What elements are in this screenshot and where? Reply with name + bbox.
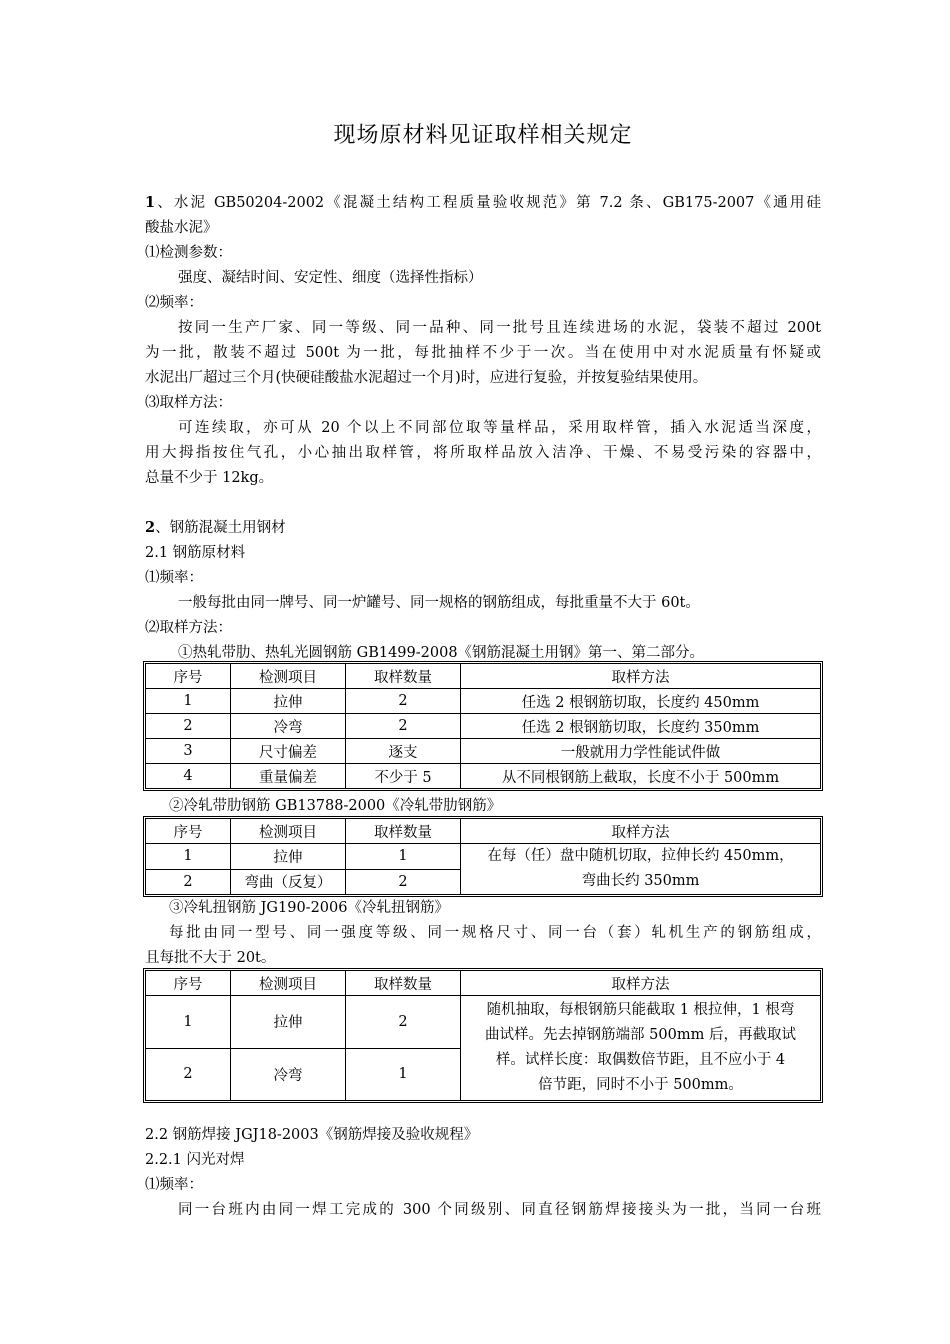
header-cell: 序号 xyxy=(146,971,231,996)
table-cold-ribbed xyxy=(145,818,821,895)
table-cell-method xyxy=(461,844,821,895)
label-sampling: ⑶取样方法： xyxy=(145,395,232,411)
label-frequency: ⑵频率： xyxy=(145,295,203,311)
header-cell: 序号 xyxy=(146,664,231,689)
header-cell: 检测项目 xyxy=(231,664,346,689)
table-row xyxy=(146,844,821,870)
table-cell: 弯曲（反复） xyxy=(231,869,346,895)
section-2-heading xyxy=(145,518,286,542)
frequency-text-2: 为一批，散装不超过 500t 为一批，每批抽样不少于一次。当在使用中对水泥质量有怀疑或 xyxy=(145,345,821,361)
subsection-2-1: 2.1 钢筋原材料 xyxy=(145,545,246,561)
label-frequency-3: ⑴频率： xyxy=(145,1177,203,1193)
table-cell: 2 xyxy=(346,869,461,895)
subsection-2-2-1: 2.2.1 闪光对焊 xyxy=(145,1152,245,1168)
table-row xyxy=(146,739,821,764)
header-cell: 序号 xyxy=(146,819,231,844)
table-cell: 拉伸 xyxy=(231,689,346,714)
section-2-heading-text: 、钢筋混凝土用钢材 xyxy=(155,520,286,536)
table-row xyxy=(146,764,821,789)
header-cell: 取样方法 xyxy=(461,971,821,996)
item-cold-ribbed: ②冷轧带肋钢筋 GB13788-2000《冷轧带肋钢筋》 xyxy=(169,798,502,814)
table-cell-method xyxy=(461,996,821,1101)
page-title: 现场原材料见证取样相关规定 xyxy=(333,123,633,148)
header-cell: 取样数量 xyxy=(346,971,461,996)
section-number: 1 xyxy=(145,194,156,211)
table-cell: 1 xyxy=(346,844,461,870)
table-cell: 一般就用力学性能试件做 xyxy=(461,739,821,764)
method-line: 随机抽取，每根钢筋只能截取 1 根拉伸，1 根弯 xyxy=(486,1002,795,1018)
table-cell: 任选 2 根钢筋切取，长度约 350mm xyxy=(461,714,821,739)
label-frequency-2: ⑴频率： xyxy=(145,570,203,586)
table-cold-twisted xyxy=(145,970,821,1101)
sampling-text-1: 可连续取，亦可从 20 个以上不同部位取等量样品，采用取样管，插入水泥适当深度， xyxy=(178,420,821,436)
table-row xyxy=(146,996,821,1049)
table-cell: 尺寸偏差 xyxy=(231,739,346,764)
header-cell: 取样数量 xyxy=(346,819,461,844)
cold-twisted-text-2: 且每批不大于 20t。 xyxy=(145,950,276,966)
table-cell: 3 xyxy=(146,739,231,764)
section-1-heading-text: 、水泥 GB50204-2002《混凝土结构工程质量验收规范》第 7.2 条、GB175-2007《通用硅 xyxy=(155,195,821,211)
method-line: 弯曲长约 350mm xyxy=(581,873,700,889)
table-header-row xyxy=(146,819,821,844)
section-1-heading-cont: 酸盐水泥》 xyxy=(145,220,218,236)
method-line: 样。试样长度：取偶数倍节距，且不应小于 4 xyxy=(495,1052,786,1068)
table-cell: 2 xyxy=(346,689,461,714)
table-header-row xyxy=(146,664,821,689)
method-line: 倍节距，同时不小于 500mm。 xyxy=(538,1077,743,1093)
table-cell: 冷弯 xyxy=(231,714,346,739)
table-cell: 重量偏差 xyxy=(231,764,346,789)
section-1-heading xyxy=(145,193,821,217)
method-line: 在每（任）盘中随机切取，拉伸长约 450mm， xyxy=(487,848,794,864)
item-hot-rolled: ①热轧带肋、热轧光圆钢筋 GB1499-2008《钢筋混凝土用钢》第一、第二部分。 xyxy=(178,645,705,661)
cold-twisted-text-1: 每批由同一型号、同一强度等级、同一规格尺寸、同一台（套）轧机生产的钢筋组成， xyxy=(169,925,821,941)
test-params-text: 强度、凝结时间、安定性、细度（选择性指标） xyxy=(178,270,483,286)
sampling-text-2: 用大拇指按住气孔，小心抽出取样管，将所取样品放入洁净、干燥、不易受污染的容器中， xyxy=(145,445,821,461)
item-cold-twisted: ③冷轧扭钢筋 JG190-2006《冷轧扭钢筋》 xyxy=(169,900,449,916)
section-number: 2 xyxy=(145,519,156,536)
table-hot-rolled xyxy=(145,663,821,789)
header-cell: 取样数量 xyxy=(346,664,461,689)
table-cell: 2 xyxy=(146,1048,231,1101)
table-cell: 不少于 5 xyxy=(346,764,461,789)
table-cell: 冷弯 xyxy=(231,1048,346,1101)
table-cell: 1 xyxy=(346,1048,461,1101)
table-cell: 2 xyxy=(346,714,461,739)
frequency-text-3: 水泥出厂超过三个月(快硬硅酸盐水泥超过一个月)时，应进行复验，并按复验结果使用。 xyxy=(145,370,708,386)
table-cell: 1 xyxy=(146,844,231,870)
table-cell: 2 xyxy=(346,996,461,1049)
table-row xyxy=(146,689,821,714)
table-cell: 逐支 xyxy=(346,739,461,764)
subsection-2-2: 2.2 钢筋焊接 JGJ18-2003《钢筋焊接及验收规程》 xyxy=(145,1127,479,1143)
method-line: 曲试样。先去掉钢筋端部 500mm 后，再截取试 xyxy=(485,1027,796,1043)
header-cell: 取样方法 xyxy=(461,664,821,689)
sampling-text-3: 总量不少于 12kg。 xyxy=(145,470,274,486)
table-cell: 2 xyxy=(146,869,231,895)
header-cell: 取样方法 xyxy=(461,819,821,844)
header-cell: 检测项目 xyxy=(231,819,346,844)
table-cell: 任选 2 根钢筋切取，长度约 450mm xyxy=(461,689,821,714)
frequency-text-1: 按同一生产厂家、同一等级、同一品种、同一批号且连续进场的水泥，袋装不超过 200t xyxy=(178,320,821,336)
frequency-text-welding: 同一台班内由同一焊工完成的 300 个同级别、同直径钢筋焊接接头为一批，当同一台班 xyxy=(178,1202,821,1218)
table-cell: 4 xyxy=(146,764,231,789)
table-cell: 拉伸 xyxy=(231,996,346,1049)
header-cell: 检测项目 xyxy=(231,971,346,996)
table-cell: 1 xyxy=(146,689,231,714)
table-cell: 2 xyxy=(146,714,231,739)
label-test-params: ⑴检测参数： xyxy=(145,245,232,261)
table-header-row xyxy=(146,971,821,996)
frequency-text-rebar: 一般每批由同一牌号、同一炉罐号、同一规格的钢筋组成，每批重量不大于 60t。 xyxy=(178,595,700,611)
table-row xyxy=(146,714,821,739)
table-cell: 拉伸 xyxy=(231,844,346,870)
table-cell: 从不同根钢筋上截取，长度不小于 500mm xyxy=(461,764,821,789)
label-sampling-2: ⑵取样方法： xyxy=(145,620,232,636)
table-cell: 1 xyxy=(146,996,231,1049)
